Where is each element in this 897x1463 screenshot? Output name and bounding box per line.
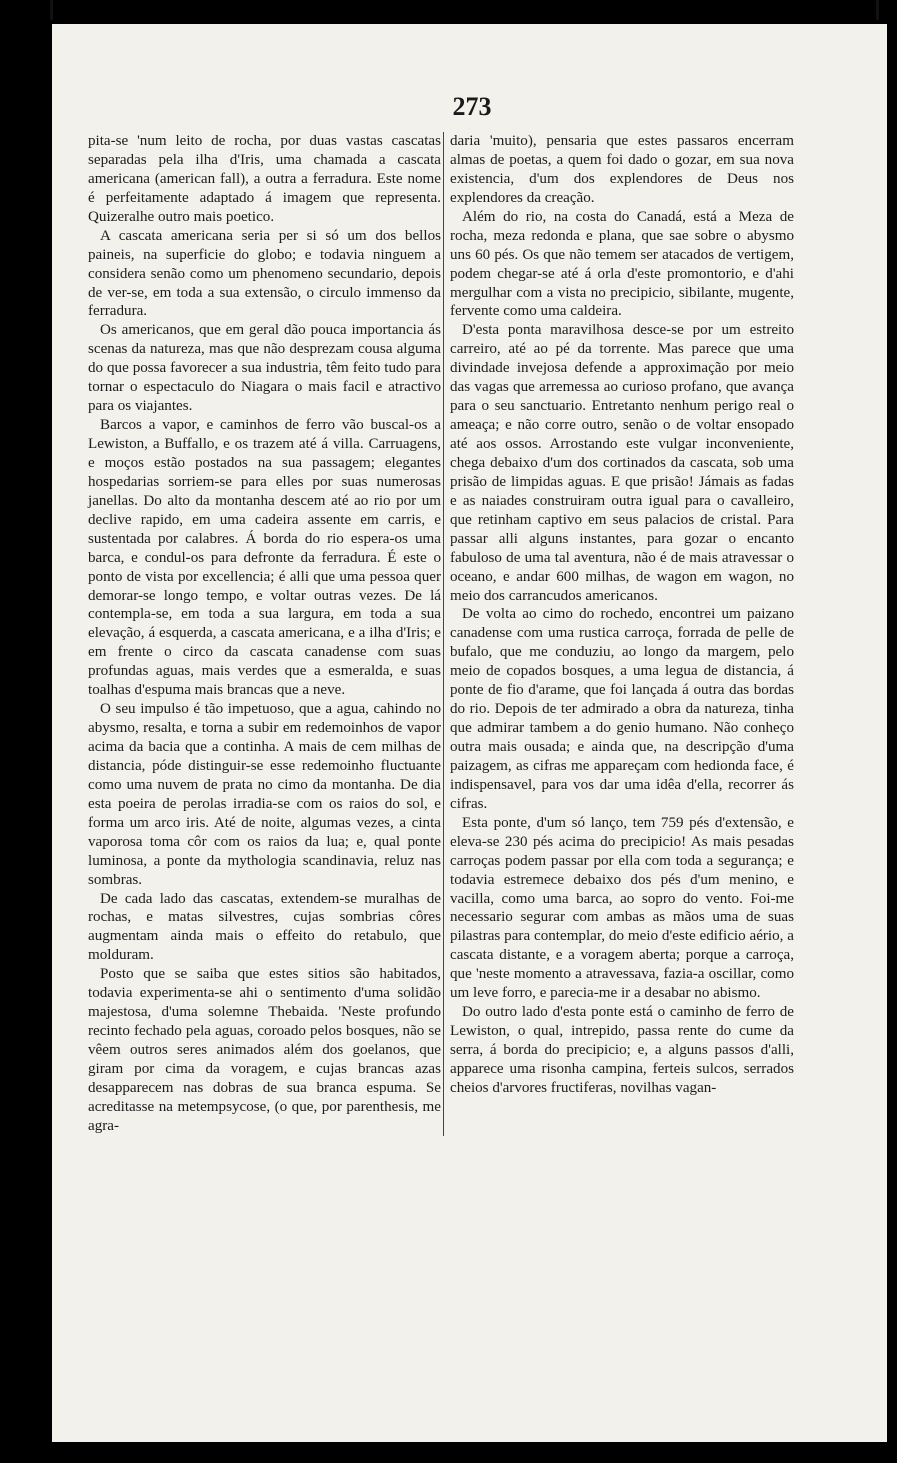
right-paragraph-1: daria 'muito), pensaria que estes passaros encerram almas de poetas, a quem foi dado o gozar, em sua nova existencia, d'um dos explendores de Deus nos explendores da creação. bbox=[450, 133, 794, 206]
left-paragraph-2: A cascata americana seria per si só um dos bellos paineis, na superficie do globo; e todavia ninguem a considera senão como um phenomeno secundario, depois de ver-se, em toda a sua extensão, o circulo immenso da ferradura. bbox=[88, 227, 441, 320]
book-page bbox=[52, 24, 887, 1442]
right-paragraph-5: Esta ponte, d'um só lanço, tem 759 pés d'extensão, e eleva-se 230 pés acima do precipicio! As mais pesadas carroças podem passar por ella com toda a segurança; e todavia estremece debaixo dos pés d'um menino, e vacilla, como uma barca, ao sopro do vento. Foi-me necessario segurar com ambas as mãos uma de suas pilastras para contemplar, do meio d'este edificio aério, a cascata distante, e a voragem aberta; porque a carroça, que 'neste momento a atravessava, fazia-a oscillar, como um leve forro, e parecia-me ir a desabar no abismo. bbox=[450, 814, 794, 1002]
corner-mark-top-left bbox=[50, 0, 53, 20]
right-paragraph-6: Do outro lado d'esta ponte está o caminho de ferro de Lewiston, o qual, intrepido, passa rente do cume da serra, á borda do precipicio; e, a alguns passos d'alli, apparece uma risonha campina, ferteis sulcos, serrados cheios d'arvores fructiferas, novilhas vagan- bbox=[450, 1004, 794, 1096]
left-column bbox=[88, 132, 441, 1136]
right-paragraph-2: Além do rio, na costa do Canadá, está a Meza de rocha, meza redonda e plana, que sae sobre o abysmo uns 60 pés. Os que não temem ser atacados de vertigem, podem chegar-se até á orla d'este promontorio, e d'ahi mergulhar com a vista no precipicio, sibilante, mugente, fervente como uma caldeira. bbox=[450, 208, 794, 320]
corner-mark-top-right bbox=[876, 0, 879, 20]
left-paragraph-6: De cada lado das cascatas, extendem-se muralhas de rochas, e matas silvestres, cujas sombrias côres augmentam ainda mais o effeito do retabulo, que molduram. bbox=[88, 890, 441, 964]
right-paragraph-3: D'esta ponta maravilhosa desce-se por um estreito carreiro, até ao pé da torrente. Mas parece que uma divindade invejosa defende a approximação por meio das vagas que arremessa ao curioso profano, que avança para o seu sanctuario. Entretanto nenhum perigo real o ameaça; e não corre outro, senão o de voltar ensopado até aos ossos. Arrostando este vulgar inconveniente, chega debaixo d'um dos cortinados da cascata, sob uma prisão de limpidas aguas. E que prisão! Jámais as fadas e as naiades construiram outra igual para o cavalleiro, que retinham captivo em seus palacios de cristal. Para passar alli alguns instantes, para gozar o encanto fabuloso de uma tal aventura, não é de mais atravessar o oceano, e andar 600 milhas, de wagon em wagon, no meio dos carrancudos americanos. bbox=[450, 322, 794, 604]
page-number: 273 bbox=[452, 92, 492, 121]
column-divider bbox=[443, 132, 444, 1136]
left-paragraph-7: Posto que se saiba que estes sitios são habitados, todavia experimenta-se ahi o sentimento d'uma solidão majestosa, d'uma solemne Thebaida. 'Neste profundo recinto fechado pela aguas, coroado pelos bosques, não se vêem outros seres animados além dos goelanos, que giram por cima da voragem, e cujas brancas azas desapparecem nas dobras de sua branca espuma. Se acreditasse na metempsycose, (o que, por parenthesis, me agra- bbox=[88, 966, 441, 1134]
right-column bbox=[450, 132, 794, 1098]
left-paragraph-3: Os americanos, que em geral dão pouca importancia ás scenas da natureza, mas que não desprezam cousa alguma do que possa favorecer a sua industria, têm feito tudo para tornar o espectaculo do Niagara o mais facil e atractivo para os viajantes. bbox=[88, 322, 441, 415]
right-paragraph-4: De volta ao cimo do rochedo, encontrei um paizano canadense com uma rustica carroça, forrada de pelle de bufalo, que me conduziu, ao longo da margem, pelo meio de copados bosques, a uma legua de distancia, á ponte de fio d'arame, que foi lançada á outra das bordas do rio. Depois de ter admirado a obra da natureza, tinha que admirar tambem a do genio humano. Não conheço outra mais ousada; e ainda que, na descripção d'uma paizagem, as cifras me appareçam com hedionda face, é indispensavel, para vos dar uma idêa d'ella, recorrer ás cifras. bbox=[450, 606, 794, 812]
left-paragraph-1: pita-se 'num leito de rocha, por duas vastas cascatas separadas pela ilha d'Iris, uma chamada a cascata americana (american fall), a outra a ferradura. Este nome é perfeitamente adaptado á imagem que representa. Quizeralhe outro mais poetico. bbox=[88, 133, 441, 225]
left-paragraph-5: O seu impulso é tão impetuoso, que a agua, cahindo no abysmo, resalta, e torna a subir em redemoinhos de vapor acima da bacia que a continha. A mais de cem milhas de distancia, póde distinguir-se esse redemoinho fluctuante como uma nuvem de prata no cimo da montanha. De dia esta poeira de perolas irradia-se com os raios do sol, e forma um arco iris. Até de noite, algumas vezes, a cinta vaporosa toma côr com os raios da lua; e, qual ponte luminosa, a ponte da mythologia scandinavia, reluz nas sombras. bbox=[88, 701, 441, 888]
left-paragraph-4: Barcos a vapor, e caminhos de ferro vão buscal-os a Lewiston, a Buffallo, e os trazem até á villa. Carruagens, e moços estão postados na sua passagem; elegantes hospedarias sorriem-se para elles por suas numerosas janellas. Do alto da montanha descem até ao rio por um declive rapido, em uma cadeira assente em carris, e sustentada por calabres. Á borda do rio espera-os uma barca, e condul-os para defronte da ferradura. É este o ponto de vista por excellencia; é alli que uma pessoa quer demorar-se longo tempo, e voltar outras vezes. De lá contempla-se, em toda a sua largura, em toda a sua elevação, á esquerda, a cascata americana, e a ilha d'Iris; e em frente o circo da cascata canadense com suas profundas aguas, mais verdes que a esmeralda, e suas toalhas d'espuma mais brancas que a neve. bbox=[88, 417, 441, 699]
